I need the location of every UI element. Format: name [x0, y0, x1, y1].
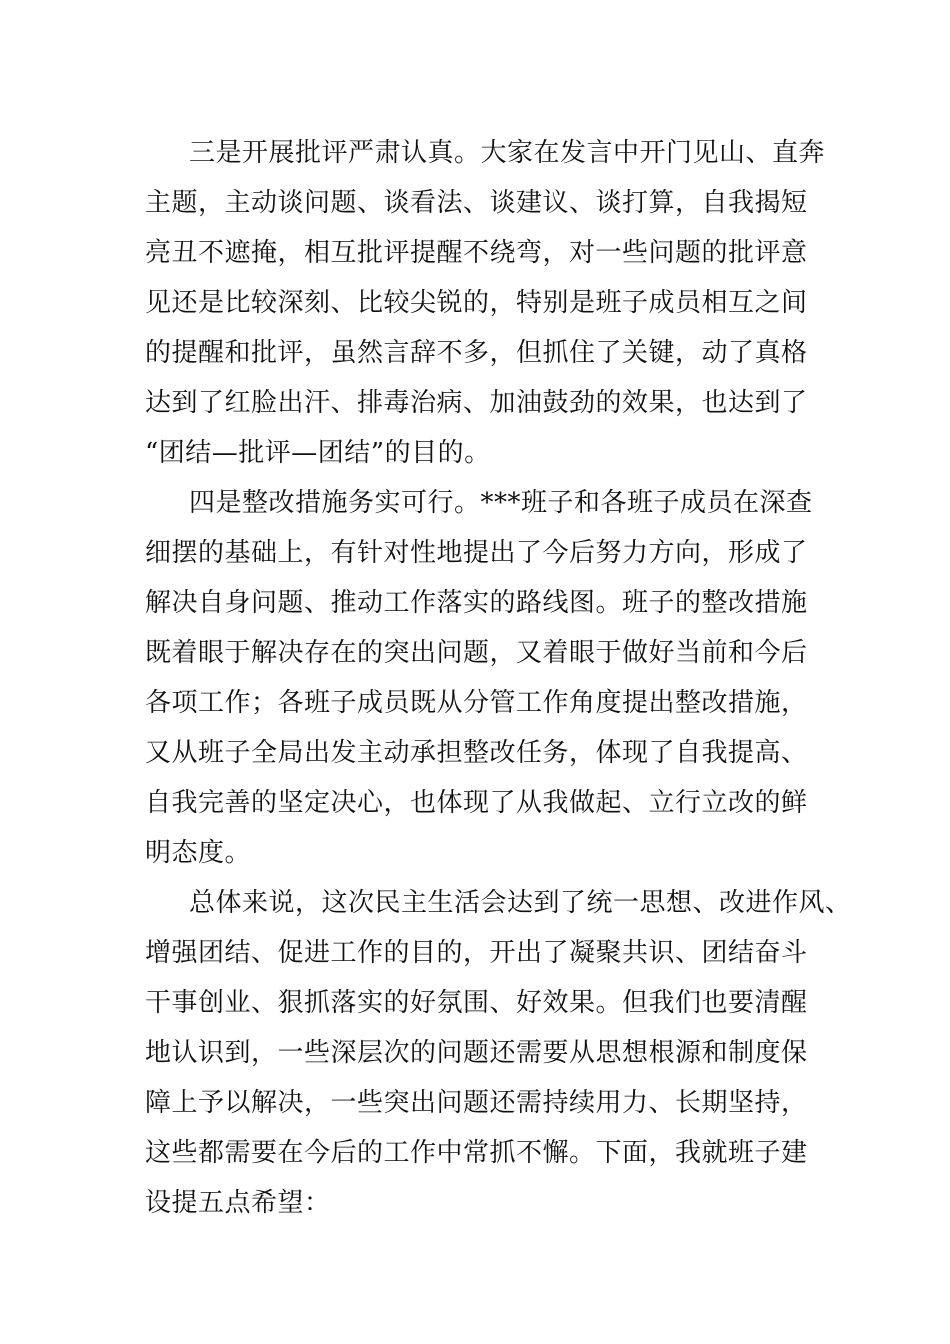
- paragraph-3-line-3: 干事创业、狠抓落实的好氛围、好效果。但我们也要清醒: [145, 988, 808, 1018]
- paragraph-3-line-4: 地认识到，一些深层次的问题还需要从思想根源和制度保: [145, 1038, 808, 1068]
- paragraph-2-line-2: 细摆的基础上，有针对性地提出了今后努力方向，形成了: [145, 538, 808, 568]
- paragraph-1-line-5: 的提醒和批评，虽然言辞不多，但抓住了关键，动了真格: [145, 338, 808, 368]
- paragraph-1-line-1: 三是开展批评严肃认真。大家在发言中开门见山、直奔: [189, 138, 826, 168]
- paragraph-1-line-4: 见还是比较深刻、比较尖锐的，特别是班子成员相互之间: [145, 288, 808, 318]
- paragraph-2-line-3: 解决自身问题、推动工作落实的路线图。班子的整改措施: [145, 588, 808, 618]
- paragraph-2-line-7: 自我完善的坚定决心，也体现了从我做起、立行立改的鲜: [145, 788, 808, 818]
- paragraph-2-line-4: 既着眼于解决存在的突出问题，又着眼于做好当前和今后: [145, 638, 808, 668]
- paragraph-3-line-5: 障上予以解决，一些突出问题还需持续用力、长期坚持，: [145, 1088, 808, 1118]
- paragraph-1-line-3: 亮丑不遮掩，相互批评提醒不绕弯，对一些问题的批评意: [145, 238, 808, 268]
- paragraph-2-line-8: 明态度。: [145, 838, 252, 868]
- paragraph-3-line-1: 总体来说，这次民主生活会达到了统一思想、改进作风、: [189, 888, 852, 918]
- paragraph-1-line-7: “团结—批评—团结”的目的。: [145, 438, 491, 468]
- paragraph-2-line-5: 各项工作；各班子成员既从分管工作角度提出整改措施，: [145, 688, 808, 718]
- document-body: [145, 128, 852, 1228]
- paragraph-2-line-1: 四是整改措施务实可行。***班子和各班子成员在深查: [189, 488, 813, 518]
- paragraph-1-line-6: 达到了红脸出汗、排毒治病、加油鼓劲的效果，也达到了: [145, 388, 808, 418]
- paragraph-3-line-7: 设提五点希望：: [145, 1188, 331, 1218]
- paragraph-3-line-6: 这些都需要在今后的工作中常抓不懈。下面，我就班子建: [145, 1138, 808, 1168]
- paragraph-2-line-6: 又从班子全局出发主动承担整改任务，体现了自我提高、: [145, 738, 808, 768]
- paragraph-3-line-2: 增强团结、促进工作的目的，开出了凝聚共识、团结奋斗: [145, 938, 808, 968]
- paragraph-1-line-2: 主题，主动谈问题、谈看法、谈建议、谈打算，自我揭短: [145, 188, 808, 218]
